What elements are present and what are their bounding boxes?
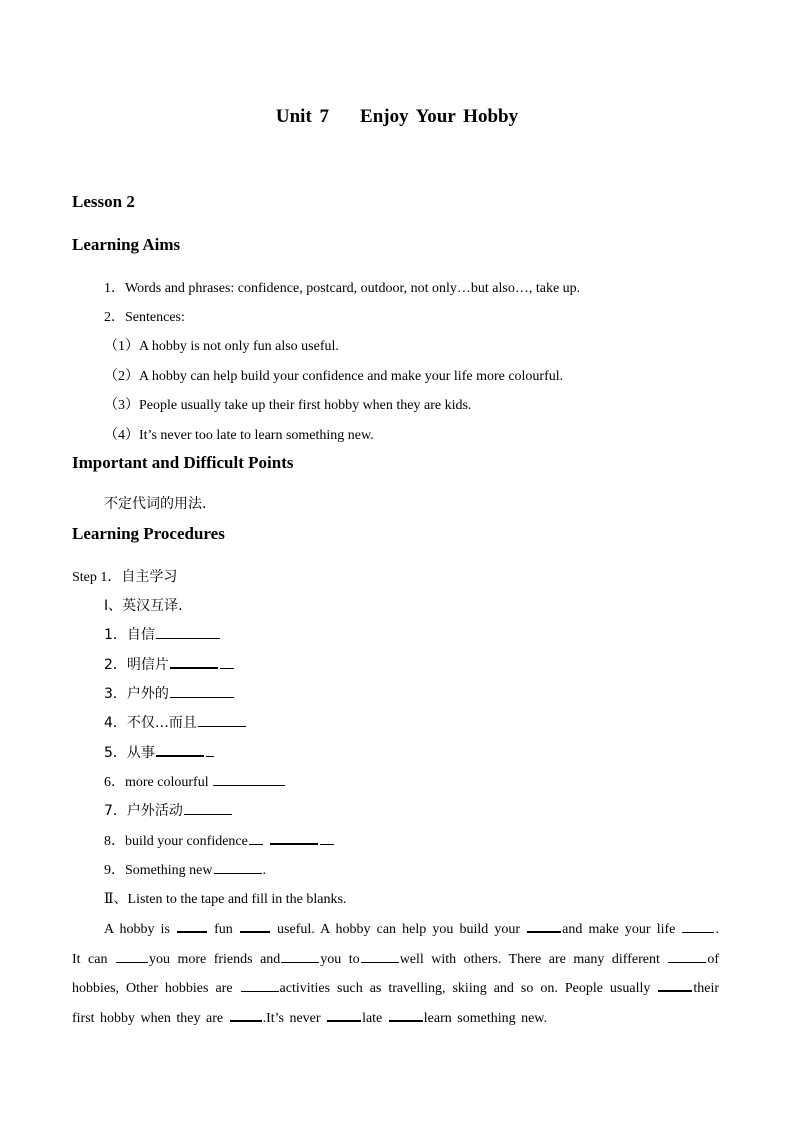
passage-blank[interactable] [327, 1008, 361, 1022]
passage-text: and make your life [562, 922, 682, 937]
passage-text: of hobbies, Other hobbies are [72, 951, 720, 996]
passage-text: learn something new. [423, 1010, 548, 1026]
sentence-2: （2）A hobby can help build your confidence and make your life more colourful. [104, 369, 564, 384]
passage-text: A hobby is [104, 922, 177, 937]
step-1 [72, 566, 177, 586]
sentence-1: （1）A hobby is not only fun also useful. [104, 339, 339, 354]
fill-in-passage [72, 915, 719, 1033]
question-2 [104, 654, 235, 674]
passage-text: fun [208, 922, 239, 937]
aim-sentences: 2．Sentences: [104, 310, 185, 325]
passage-blank[interactable] [116, 950, 148, 963]
passage-blank[interactable] [177, 919, 207, 933]
passage-blank[interactable] [361, 950, 399, 963]
passage-text: activities such as travelling, skiing and so on. People usually [279, 981, 658, 996]
passage-text: late [362, 1010, 388, 1026]
answer-blank[interactable] [270, 830, 318, 845]
question-2-label: 2．明信片 [104, 657, 169, 673]
question-9 [104, 859, 266, 879]
passage-text: you more friends and [148, 951, 281, 967]
passage-text: you to [320, 951, 360, 967]
answer-blank[interactable] [170, 654, 218, 669]
sentence-4: （4）It’s never too late to learn something new. [104, 428, 374, 443]
passage-blank[interactable] [281, 950, 319, 963]
lesson-heading: Lesson 2 [72, 192, 135, 211]
important-points-heading: Important and Difficult Points [72, 453, 294, 472]
aim-words-phrases: 1．Words and phrases: confidence, postcard, outdoor, not only…but also…, take up. [104, 281, 581, 296]
passage-blank[interactable] [682, 920, 714, 933]
learning-procedures-heading: Learning Procedures [72, 524, 225, 543]
answer-blank-tail [220, 655, 234, 669]
answer-blank[interactable] [214, 860, 262, 874]
question-6-label: 6．more colourful [104, 775, 213, 790]
important-points-text: 不定代词的用法. [104, 496, 207, 512]
step-1-title: 自主学习 [121, 569, 178, 585]
answer-blank-lead [249, 831, 263, 845]
question-5 [104, 742, 215, 762]
answer-blank[interactable] [213, 772, 285, 786]
question-7 [104, 800, 233, 820]
question-3 [104, 683, 235, 703]
question-5-label: 5．从事 [104, 745, 155, 761]
learning-aims-heading: Learning Aims [72, 235, 181, 254]
sentence-3: （3）People usually take up their first hobby when they are kids. [104, 398, 472, 413]
passage-blank[interactable] [230, 1008, 262, 1022]
answer-blank[interactable] [170, 684, 234, 698]
answer-blank[interactable] [156, 742, 204, 757]
question-4 [104, 712, 247, 732]
part-2-heading: Ⅱ、Listen to the tape and fill in the blanks. [104, 892, 347, 907]
step-1-prefix: Step 1． [72, 570, 122, 585]
question-7-label: 7．户外活动 [104, 803, 183, 819]
passage-blank[interactable] [668, 950, 706, 963]
question-1 [104, 624, 221, 644]
question-4-label: 4．不仅…而且 [104, 715, 197, 731]
passage-blank[interactable] [658, 978, 692, 992]
passage-blank[interactable] [389, 1008, 423, 1022]
passage-text: useful. A hobby can help you build your [270, 922, 527, 937]
question-6 [104, 771, 286, 791]
answer-blank-tail [320, 831, 334, 845]
answer-blank[interactable] [184, 801, 232, 815]
passage-text: well with others. There are many different [399, 951, 668, 967]
passage-blank[interactable] [527, 919, 561, 933]
passage-blank[interactable] [240, 919, 270, 933]
question-8-label: 8．build your confidence [104, 834, 248, 849]
passage-text: .It’s never [262, 1010, 327, 1026]
passage-text: their first hobby when they are [72, 981, 719, 1026]
part-1-heading: Ⅰ、英汉互译. [104, 598, 183, 614]
answer-blank[interactable] [156, 625, 220, 639]
question-3-label: 3．户外的 [104, 686, 169, 702]
passage-blank[interactable] [241, 979, 279, 992]
question-9-end: . [262, 863, 266, 878]
page-title: Unit 7 Enjoy Your Hobby [275, 106, 519, 127]
question-1-label: 1．自信 [104, 627, 155, 643]
answer-blank[interactable] [198, 713, 246, 727]
answer-blank-tail [206, 743, 214, 757]
question-8 [104, 830, 335, 850]
question-9-label: 9．Something new [104, 863, 213, 878]
passage-text: . It can [72, 922, 719, 967]
